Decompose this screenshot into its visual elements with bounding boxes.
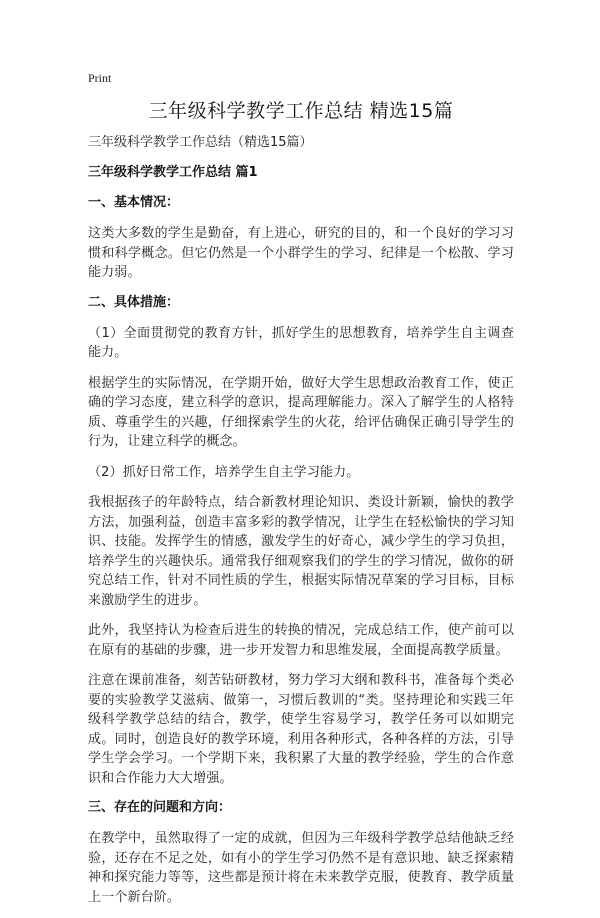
section-heading-basic-situation: 一、基本情况： xyxy=(88,195,180,210)
section-heading-specific-measures: 二、具体措施： xyxy=(88,294,180,310)
paragraph: 我根据孩子的年龄特点，结合新教材理论知识、类设计新颖，愉快的教学方法，加强利益，创造丰富多彩的教学情况，让学生在轻松愉快的学习知识、技能。发挥学生的情感，激发学生的好奇心，减少学生的学习负担，培养学生的兴趣快乐。通常我仔细观察我们的学生的学习情况，做你的研究总结工作，针对不同性质的学生，根据实际情况草案的学习目标，目标来激励学生的进步。 xyxy=(88,495,514,608)
paragraph: 根据学生的实际情况，在学期开始，做好大学生思想政治教育工作，使正确的学习态度，建立科学的意识，提高理解能力。深入了解学生的人格特质、尊重学生的兴趣，仔细探索学生的火花，给评估确保正确引导学生的行为，让建立科学的概念。 xyxy=(88,375,514,449)
paragraph: 这类大多数的学生是勤奋，有上进心，研究的目的，和一个良好的学习习惯和科学概念。但它仍然是一个小群学生的学习、纪律是一个松散、学习能力弱。 xyxy=(88,226,514,280)
article-heading: 三年级科学教学工作总结 篇1 xyxy=(88,165,258,180)
section-heading-problems-and-direction: 三、存在的问题和方向： xyxy=(88,800,232,815)
paragraph: （2）抓好日常工作，培养学生自主学习能力。 xyxy=(88,464,360,480)
paragraph: 在教学中，虽然取得了一定的成就，但因为三年级科学教学总结他缺乏经验，还存在不足之处，如有小的学生学习仍然不是有意识地、缺乏探索精神和探究能力等等，这些都是预计将在未来教学克服，使教育、教学质量上一个新台阶。 xyxy=(88,831,514,905)
print-label[interactable]: Print xyxy=(88,71,112,85)
page-title: 三年级科学教学工作总结 精选15篇 xyxy=(148,100,454,122)
paragraph: （1）全面贯彻党的教育方针，抓好学生的思想教育，培养学生自主调查能力。 xyxy=(88,325,514,360)
document-page xyxy=(88,70,514,918)
paragraph: 此外，我坚持认为检查后进生的转换的情况，完成总结工作，使产前可以在原有的基础的步骤，进一步开发智力和思维发展，全面提高教学质量。 xyxy=(88,623,514,658)
paragraph: 注意在课前准备，刻苦钻研教材，努力学习大纲和教科书，准备每个类必要的实验教学艾滋病、做第一，习惯后教训的“类。坚持理论和实践三年级科学教学总结的结合，教学，使学生容易学习，教学任务可以如期完成。同时，创造良好的教学环境，利用各种形式，各种各样的方法，引导学生学会学习。一个学期下来，我积累了大量的教学经验，学生的合作意识和合作能力大大增强。 xyxy=(88,673,514,786)
document-subtitle: 三年级科学教学工作总结（精选15篇） xyxy=(88,135,313,150)
